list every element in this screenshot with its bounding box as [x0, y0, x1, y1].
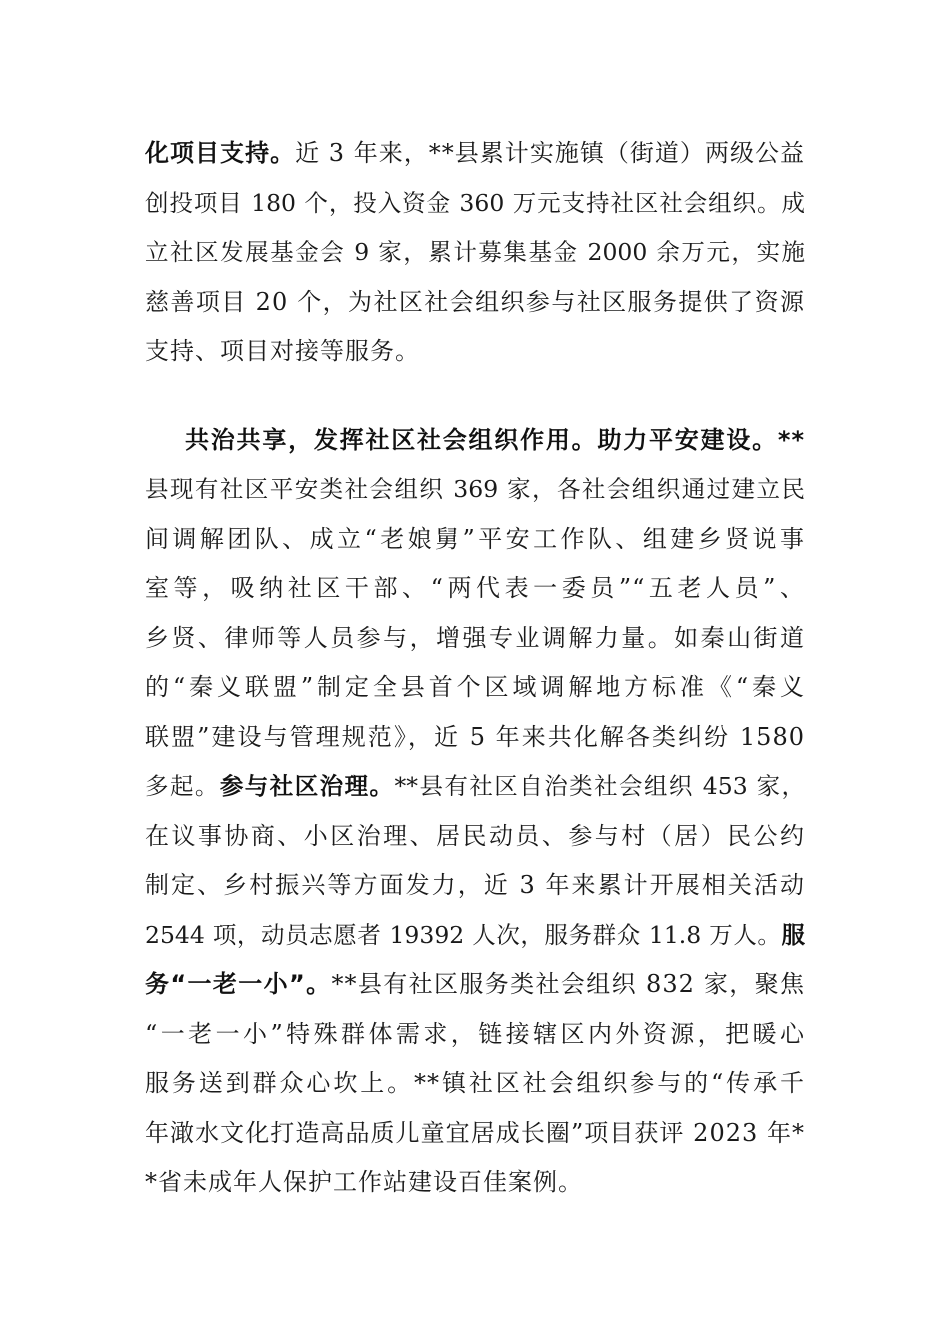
text-run: 服务送到群众心坎上。**镇社区社会组织参与的“传承千 [145, 1069, 805, 1097]
text-run: 在议事协商、小区治理、居民动员、参与村（居）民公约 [145, 822, 805, 850]
bold-heading-run: 参与社区治理。 [219, 772, 395, 800]
text-run: 制定、乡村振兴等方面发力，近 3 年来累计开展相关活动 [145, 871, 805, 899]
text-run: 慈善项目 20 个，为社区社会组织参与社区服务提供了资源 [145, 288, 805, 316]
text-run: 联盟”建设与管理规范》，近 5 年来共化解各类纠纷 1580 [145, 723, 805, 751]
text-run: “一老一小”特殊群体需求，链接辖区内外资源，把暖心 [145, 1020, 805, 1048]
text-line [145, 1162, 805, 1202]
text-run: *省未成年人保护工作站建设百佳案例。 [145, 1168, 583, 1196]
text-line [145, 915, 805, 955]
text-run: **县有社区服务类社会组织 832 家，聚焦 [331, 970, 805, 998]
text-run: 间调解团队、成立“老娘舅”平安工作队、组建乡贤说事 [145, 525, 805, 553]
text-run: 立社区发展基金会 9 家，累计募集基金 2000 余万元，实施 [145, 238, 805, 266]
text-run: 的“秦义联盟”制定全县首个区域调解地方标准《“秦义 [145, 673, 805, 701]
text-line [145, 183, 805, 223]
bold-heading-run: 化项目支持。 [145, 139, 296, 167]
text-run: 近 3 年来，**县累计实施镇（街道）两级公益 [295, 139, 805, 167]
text-run: 创投项目 180 个，投入资金 360 万元支持社区社会组织。成 [145, 189, 805, 217]
text-run: 年澉水文化打造高品质儿童宜居成长圈”项目获评 2023 年* [145, 1119, 805, 1147]
text-line [145, 133, 805, 173]
text-line [145, 816, 805, 856]
text-line [145, 667, 805, 707]
bold-heading-run: 务“一老一小”。 [145, 970, 332, 998]
text-run: 县现有社区平安类社会组织 369 家，各社会组织通过建立民 [145, 475, 805, 503]
text-run: 2544 项，动员志愿者 19392 人次，服务群众 11.8 万人。 [145, 921, 782, 949]
bold-heading-run: 服 [781, 921, 805, 949]
text-run: 乡贤、律师等人员参与，增强专业调解力量。如秦山街道 [145, 624, 805, 652]
text-run: 多起。 [145, 772, 220, 800]
text-line [145, 717, 805, 757]
text-line [145, 568, 805, 608]
text-line [145, 1113, 805, 1153]
text-line [145, 331, 805, 371]
text-line [145, 766, 805, 806]
text-line [145, 964, 805, 1004]
text-line [185, 420, 805, 460]
text-line [145, 1063, 805, 1103]
text-run: 支持、项目对接等服务。 [145, 337, 420, 365]
text-line [145, 865, 805, 905]
text-line [145, 282, 805, 322]
text-line [145, 618, 805, 658]
text-line [145, 232, 805, 272]
text-run: **县有社区自治类社会组织 453 家， [394, 772, 806, 800]
text-line [145, 519, 805, 559]
text-run: 室等，吸纳社区干部、“两代表一委员”“五老人员”、 [145, 574, 805, 602]
text-line [145, 469, 805, 509]
text-line [145, 1014, 805, 1054]
bold-heading-run: 共治共享，发挥社区社会组织作用。助力平安建设。** [185, 426, 805, 454]
